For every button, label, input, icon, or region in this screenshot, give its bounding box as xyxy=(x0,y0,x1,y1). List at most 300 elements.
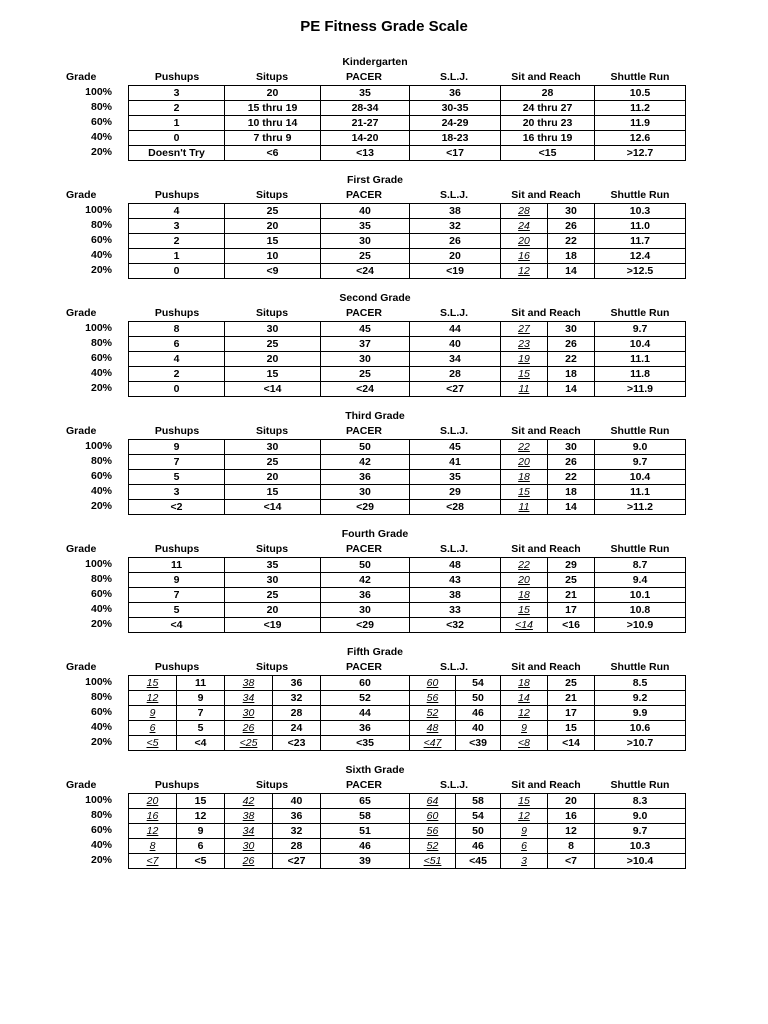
grade-label: 60% xyxy=(90,352,112,364)
table-row xyxy=(129,146,686,161)
grade-label: 80% xyxy=(90,101,112,113)
grade-labels xyxy=(70,793,112,868)
shuttle-cell: 11.2 xyxy=(595,101,686,116)
shuttle-cell: >11.2 xyxy=(595,500,686,515)
sit-reach-cell: 17 xyxy=(548,706,595,721)
shuttle-cell: 10.3 xyxy=(595,839,686,854)
table-row xyxy=(129,794,686,809)
shuttle-cell: 11.9 xyxy=(595,116,686,131)
sit-reach-cell: 22 xyxy=(548,470,595,485)
pushups-cell: 9 xyxy=(177,824,225,839)
situps-cell: 30 xyxy=(225,839,273,854)
pushups-column-header: Pushups xyxy=(154,661,200,673)
pushups-cell: 8 xyxy=(129,839,177,854)
sit-reach-cell: 26 xyxy=(548,455,595,470)
grade-label: 20% xyxy=(90,146,112,158)
pushups-cell: 11 xyxy=(129,558,225,573)
situps-cell: 20 xyxy=(225,86,321,101)
shuttle-column-header: Shuttle Run xyxy=(610,307,670,319)
table-row xyxy=(129,116,686,131)
situps-cell: 25 xyxy=(225,588,321,603)
pacer-cell: 45 xyxy=(321,322,410,337)
table-row xyxy=(129,204,686,219)
slj-cell: 41 xyxy=(410,455,501,470)
pacer-cell: 44 xyxy=(321,706,410,721)
section-title: Second Grade xyxy=(339,292,411,304)
grade-label: 20% xyxy=(90,618,112,630)
slj-cell: 50 xyxy=(456,691,501,706)
grade-label: 80% xyxy=(90,337,112,349)
situps-column-header: Situps xyxy=(255,307,289,319)
situps-cell: <14 xyxy=(225,382,321,397)
situps-cell: <19 xyxy=(225,618,321,633)
sit-reach-cell: 11 xyxy=(501,382,548,397)
pacer-cell: 65 xyxy=(321,794,410,809)
slj-column-header: S.L.J. xyxy=(439,543,468,555)
sit-reach-cell: <14 xyxy=(548,736,595,751)
table-row xyxy=(129,839,686,854)
shuttle-cell: 10.3 xyxy=(595,204,686,219)
shuttle-cell: 12.4 xyxy=(595,249,686,264)
sit-reach-cell: 25 xyxy=(548,573,595,588)
grade-label: 20% xyxy=(90,854,112,866)
pacer-column-header: PACER xyxy=(346,779,382,791)
table-row xyxy=(129,322,686,337)
grade-label: 40% xyxy=(90,367,112,379)
grade-label: 40% xyxy=(90,839,112,851)
pushups-cell: 12 xyxy=(129,824,177,839)
slj-column-header: S.L.J. xyxy=(439,425,468,437)
sit-reach-column-header: Sit and Reach xyxy=(511,661,581,673)
situps-cell: 34 xyxy=(225,691,273,706)
slj-cell: 34 xyxy=(410,352,501,367)
shuttle-column-header: Shuttle Run xyxy=(610,661,670,673)
slj-cell: 40 xyxy=(456,721,501,736)
section-title: Sixth Grade xyxy=(345,764,405,776)
sit-reach-cell: 22 xyxy=(501,558,548,573)
sit-reach-cell: 6 xyxy=(501,839,548,854)
shuttle-cell: 11.1 xyxy=(595,352,686,367)
pushups-cell: 0 xyxy=(129,382,225,397)
grade-label: 60% xyxy=(90,234,112,246)
slj-cell: 35 xyxy=(410,470,501,485)
pushups-cell: 9 xyxy=(129,440,225,455)
slj-cell: 52 xyxy=(410,706,456,721)
sit-reach-cell: 16 xyxy=(501,249,548,264)
sit-reach-cell: 12 xyxy=(501,264,548,279)
pacer-cell: 36 xyxy=(321,588,410,603)
pacer-cell: 39 xyxy=(321,854,410,869)
pacer-column-header: PACER xyxy=(346,189,382,201)
situps-cell: 15 xyxy=(225,485,321,500)
sit-reach-cell: 19 xyxy=(501,352,548,367)
situps-cell: 20 xyxy=(225,470,321,485)
pacer-cell: 30 xyxy=(321,352,410,367)
sit-reach-cell: 22 xyxy=(501,440,548,455)
pacer-column-header: PACER xyxy=(346,307,382,319)
grade-label: 100% xyxy=(85,86,112,98)
table-row xyxy=(129,455,686,470)
slj-cell: 43 xyxy=(410,573,501,588)
shuttle-cell: 11.7 xyxy=(595,234,686,249)
pacer-cell: 36 xyxy=(321,721,410,736)
shuttle-cell: 9.7 xyxy=(595,322,686,337)
grade-labels xyxy=(70,321,112,396)
slj-cell: 46 xyxy=(456,839,501,854)
slj-cell: 46 xyxy=(456,706,501,721)
sit-reach-cell: <15 xyxy=(501,146,595,161)
sit-reach-column-header: Sit and Reach xyxy=(511,425,581,437)
table-row xyxy=(129,721,686,736)
pacer-cell: 50 xyxy=(321,440,410,455)
shuttle-cell: 9.7 xyxy=(595,455,686,470)
table-row xyxy=(129,573,686,588)
table-row xyxy=(129,706,686,721)
sit-reach-column-header: Sit and Reach xyxy=(511,189,581,201)
pushups-cell: 3 xyxy=(129,86,225,101)
table-row xyxy=(129,337,686,352)
grade-column-header: Grade xyxy=(66,307,97,319)
slj-column-header: S.L.J. xyxy=(439,307,468,319)
situps-cell: 38 xyxy=(225,809,273,824)
grade-labels xyxy=(70,675,112,750)
sit-reach-cell: 14 xyxy=(501,691,548,706)
slj-cell: <19 xyxy=(410,264,501,279)
pushups-cell: 2 xyxy=(129,234,225,249)
slj-cell: 32 xyxy=(410,219,501,234)
pushups-cell: <5 xyxy=(177,854,225,869)
situps-cell: <25 xyxy=(225,736,273,751)
slj-cell: 26 xyxy=(410,234,501,249)
sit-reach-cell: 17 xyxy=(548,603,595,618)
pushups-cell: 7 xyxy=(129,588,225,603)
pacer-cell: 51 xyxy=(321,824,410,839)
table-row xyxy=(129,485,686,500)
grade-label: 100% xyxy=(85,440,112,452)
slj-cell: 33 xyxy=(410,603,501,618)
pushups-column-header: Pushups xyxy=(154,425,200,437)
situps-cell: 30 xyxy=(225,322,321,337)
pacer-cell: 30 xyxy=(321,603,410,618)
pushups-cell: <5 xyxy=(129,736,177,751)
shuttle-cell: >10.7 xyxy=(595,736,686,751)
pushups-cell: <4 xyxy=(177,736,225,751)
slj-cell: 56 xyxy=(410,691,456,706)
sit-reach-cell: 30 xyxy=(548,440,595,455)
situps-cell: 28 xyxy=(273,839,321,854)
pushups-cell: 5 xyxy=(129,603,225,618)
grade-table xyxy=(128,675,686,751)
shuttle-cell: 12.6 xyxy=(595,131,686,146)
pushups-cell: 0 xyxy=(129,264,225,279)
section-title: Fourth Grade xyxy=(341,528,409,540)
table-row xyxy=(129,736,686,751)
table-row xyxy=(129,131,686,146)
table-row xyxy=(129,824,686,839)
table-row xyxy=(129,588,686,603)
slj-cell: 30-35 xyxy=(410,101,501,116)
pacer-cell: 21-27 xyxy=(321,116,410,131)
slj-cell: <39 xyxy=(456,736,501,751)
sit-reach-cell: 12 xyxy=(548,824,595,839)
grade-table xyxy=(128,321,686,397)
slj-column-header: S.L.J. xyxy=(439,71,468,83)
situps-cell: 20 xyxy=(225,352,321,367)
pushups-cell: 7 xyxy=(129,455,225,470)
slj-column-header: S.L.J. xyxy=(439,661,468,673)
sit-reach-cell: 3 xyxy=(501,854,548,869)
grade-label: 80% xyxy=(90,219,112,231)
situps-cell: 26 xyxy=(225,854,273,869)
slj-cell: 64 xyxy=(410,794,456,809)
grade-table xyxy=(128,85,686,161)
situps-cell: 32 xyxy=(273,824,321,839)
grade-label: 40% xyxy=(90,603,112,615)
slj-cell: 48 xyxy=(410,558,501,573)
section-title: First Grade xyxy=(346,174,404,186)
pushups-cell: 3 xyxy=(129,219,225,234)
pacer-column-header: PACER xyxy=(346,661,382,673)
sit-reach-cell: 15 xyxy=(501,603,548,618)
table-row xyxy=(129,470,686,485)
pacer-cell: 25 xyxy=(321,367,410,382)
sit-reach-cell: 21 xyxy=(548,691,595,706)
sit-reach-column-header: Sit and Reach xyxy=(511,543,581,555)
sit-reach-cell: 22 xyxy=(548,234,595,249)
situps-cell: 30 xyxy=(225,573,321,588)
pushups-cell: 15 xyxy=(129,676,177,691)
sit-reach-cell: 16 thru 19 xyxy=(501,131,595,146)
sit-reach-cell: 9 xyxy=(501,721,548,736)
situps-cell: 40 xyxy=(273,794,321,809)
grade-column-header: Grade xyxy=(66,71,97,83)
pacer-cell: 37 xyxy=(321,337,410,352)
situps-cell: 10 thru 14 xyxy=(225,116,321,131)
pushups-column-header: Pushups xyxy=(154,543,200,555)
sit-reach-cell: 23 xyxy=(501,337,548,352)
grade-label: 60% xyxy=(90,706,112,718)
shuttle-cell: >12.7 xyxy=(595,146,686,161)
sit-reach-cell: 18 xyxy=(501,470,548,485)
pushups-cell: 8 xyxy=(129,322,225,337)
table-row xyxy=(129,500,686,515)
shuttle-cell: >10.9 xyxy=(595,618,686,633)
slj-cell: 58 xyxy=(456,794,501,809)
shuttle-cell: 11.1 xyxy=(595,485,686,500)
pushups-cell: 2 xyxy=(129,367,225,382)
pacer-cell: 40 xyxy=(321,204,410,219)
pushups-cell: 1 xyxy=(129,249,225,264)
page-title: PE Fitness Grade Scale xyxy=(300,18,468,35)
grade-label: 20% xyxy=(90,500,112,512)
situps-cell: 20 xyxy=(225,603,321,618)
situps-column-header: Situps xyxy=(255,779,289,791)
situps-cell: 7 thru 9 xyxy=(225,131,321,146)
grade-labels xyxy=(70,439,112,514)
situps-cell: 20 xyxy=(225,219,321,234)
situps-cell: 28 xyxy=(273,706,321,721)
shuttle-cell: 10.1 xyxy=(595,588,686,603)
grade-column-header: Grade xyxy=(66,543,97,555)
pushups-cell: 12 xyxy=(177,809,225,824)
table-row xyxy=(129,367,686,382)
situps-cell: 15 xyxy=(225,234,321,249)
sit-reach-cell: 12 xyxy=(501,809,548,824)
grade-column-header: Grade xyxy=(66,189,97,201)
pushups-cell: <2 xyxy=(129,500,225,515)
situps-cell: 34 xyxy=(225,824,273,839)
situps-cell: 35 xyxy=(225,558,321,573)
situps-cell: 36 xyxy=(273,676,321,691)
shuttle-cell: 9.0 xyxy=(595,440,686,455)
sit-reach-cell: 15 xyxy=(501,485,548,500)
pushups-cell: 0 xyxy=(129,131,225,146)
grade-label: 60% xyxy=(90,470,112,482)
grade-label: 80% xyxy=(90,573,112,585)
table-row xyxy=(129,558,686,573)
pushups-cell: 3 xyxy=(129,485,225,500)
pushups-cell: 6 xyxy=(129,721,177,736)
sit-reach-cell: 18 xyxy=(501,588,548,603)
slj-cell: 54 xyxy=(456,676,501,691)
sit-reach-cell: 8 xyxy=(548,839,595,854)
shuttle-cell: 10.5 xyxy=(595,86,686,101)
sit-reach-cell: 20 xyxy=(501,573,548,588)
slj-cell: 48 xyxy=(410,721,456,736)
table-row xyxy=(129,603,686,618)
grade-labels xyxy=(70,85,112,160)
pushups-cell: 9 xyxy=(129,573,225,588)
sit-reach-cell: 14 xyxy=(548,264,595,279)
grade-table xyxy=(128,557,686,633)
slj-cell: 29 xyxy=(410,485,501,500)
sit-reach-cell: 30 xyxy=(548,322,595,337)
pacer-column-header: PACER xyxy=(346,543,382,555)
shuttle-cell: 9.7 xyxy=(595,824,686,839)
situps-cell: 25 xyxy=(225,204,321,219)
pushups-cell: 9 xyxy=(129,706,177,721)
grade-table xyxy=(128,793,686,869)
grade-column-header: Grade xyxy=(66,425,97,437)
pacer-cell: 36 xyxy=(321,470,410,485)
slj-cell: <17 xyxy=(410,146,501,161)
shuttle-cell: 9.4 xyxy=(595,573,686,588)
pushups-column-header: Pushups xyxy=(154,779,200,791)
situps-cell: 10 xyxy=(225,249,321,264)
pacer-cell: 60 xyxy=(321,676,410,691)
sit-reach-cell: <7 xyxy=(548,854,595,869)
shuttle-cell: 9.2 xyxy=(595,691,686,706)
sit-reach-cell: 15 xyxy=(501,367,548,382)
grade-label: 20% xyxy=(90,736,112,748)
pacer-cell: 14-20 xyxy=(321,131,410,146)
shuttle-cell: 11.0 xyxy=(595,219,686,234)
sit-reach-column-header: Sit and Reach xyxy=(511,71,581,83)
shuttle-cell: >12.5 xyxy=(595,264,686,279)
grade-table xyxy=(128,203,686,279)
sit-reach-cell: 15 xyxy=(548,721,595,736)
shuttle-cell: 11.8 xyxy=(595,367,686,382)
grade-label: 100% xyxy=(85,322,112,334)
pacer-column-header: PACER xyxy=(346,71,382,83)
pushups-column-header: Pushups xyxy=(154,71,200,83)
pushups-cell: 4 xyxy=(129,204,225,219)
slj-cell: <27 xyxy=(410,382,501,397)
grade-label: 80% xyxy=(90,455,112,467)
table-row xyxy=(129,676,686,691)
table-row xyxy=(129,618,686,633)
grade-label: 60% xyxy=(90,116,112,128)
sit-reach-cell: 14 xyxy=(548,500,595,515)
grade-label: 60% xyxy=(90,824,112,836)
pacer-cell: 42 xyxy=(321,455,410,470)
table-row xyxy=(129,440,686,455)
grade-labels xyxy=(70,203,112,278)
table-row xyxy=(129,249,686,264)
pushups-cell: 9 xyxy=(177,691,225,706)
pushups-cell: 2 xyxy=(129,101,225,116)
sit-reach-cell: 24 xyxy=(501,219,548,234)
shuttle-cell: 10.4 xyxy=(595,337,686,352)
sit-reach-cell: 21 xyxy=(548,588,595,603)
grade-label: 40% xyxy=(90,485,112,497)
situps-cell: 15 xyxy=(225,367,321,382)
shuttle-cell: 10.4 xyxy=(595,470,686,485)
sit-reach-cell: 28 xyxy=(501,86,595,101)
shuttle-column-header: Shuttle Run xyxy=(610,779,670,791)
grade-label: 80% xyxy=(90,691,112,703)
sit-reach-column-header: Sit and Reach xyxy=(511,307,581,319)
shuttle-cell: 8.3 xyxy=(595,794,686,809)
sit-reach-cell: 18 xyxy=(548,249,595,264)
pacer-cell: 25 xyxy=(321,249,410,264)
slj-cell: 45 xyxy=(410,440,501,455)
sit-reach-cell: 20 xyxy=(548,794,595,809)
grade-label: 80% xyxy=(90,809,112,821)
situps-cell: 25 xyxy=(225,455,321,470)
pacer-cell: <24 xyxy=(321,264,410,279)
slj-cell: 56 xyxy=(410,824,456,839)
sit-reach-cell: 11 xyxy=(501,500,548,515)
situps-cell: 25 xyxy=(225,337,321,352)
section-title: Kindergarten xyxy=(342,56,408,68)
situps-cell: 42 xyxy=(225,794,273,809)
pacer-cell: 50 xyxy=(321,558,410,573)
slj-cell: 36 xyxy=(410,86,501,101)
situps-cell: <27 xyxy=(273,854,321,869)
shuttle-column-header: Shuttle Run xyxy=(610,425,670,437)
grade-label: 40% xyxy=(90,721,112,733)
pushups-cell: 5 xyxy=(129,470,225,485)
slj-cell: <45 xyxy=(456,854,501,869)
slj-cell: 18-23 xyxy=(410,131,501,146)
table-row xyxy=(129,234,686,249)
pacer-cell: <29 xyxy=(321,618,410,633)
situps-cell: <6 xyxy=(225,146,321,161)
sit-reach-cell: 16 xyxy=(548,809,595,824)
section-title: Third Grade xyxy=(345,410,405,422)
slj-cell: <47 xyxy=(410,736,456,751)
pacer-cell: 28-34 xyxy=(321,101,410,116)
sit-reach-cell: 18 xyxy=(501,676,548,691)
pacer-cell: <35 xyxy=(321,736,410,751)
pacer-cell: 35 xyxy=(321,219,410,234)
pushups-cell: Doesn't Try xyxy=(129,146,225,161)
shuttle-cell: 9.0 xyxy=(595,809,686,824)
pushups-cell: 1 xyxy=(129,116,225,131)
grade-label: 40% xyxy=(90,131,112,143)
table-row xyxy=(129,809,686,824)
